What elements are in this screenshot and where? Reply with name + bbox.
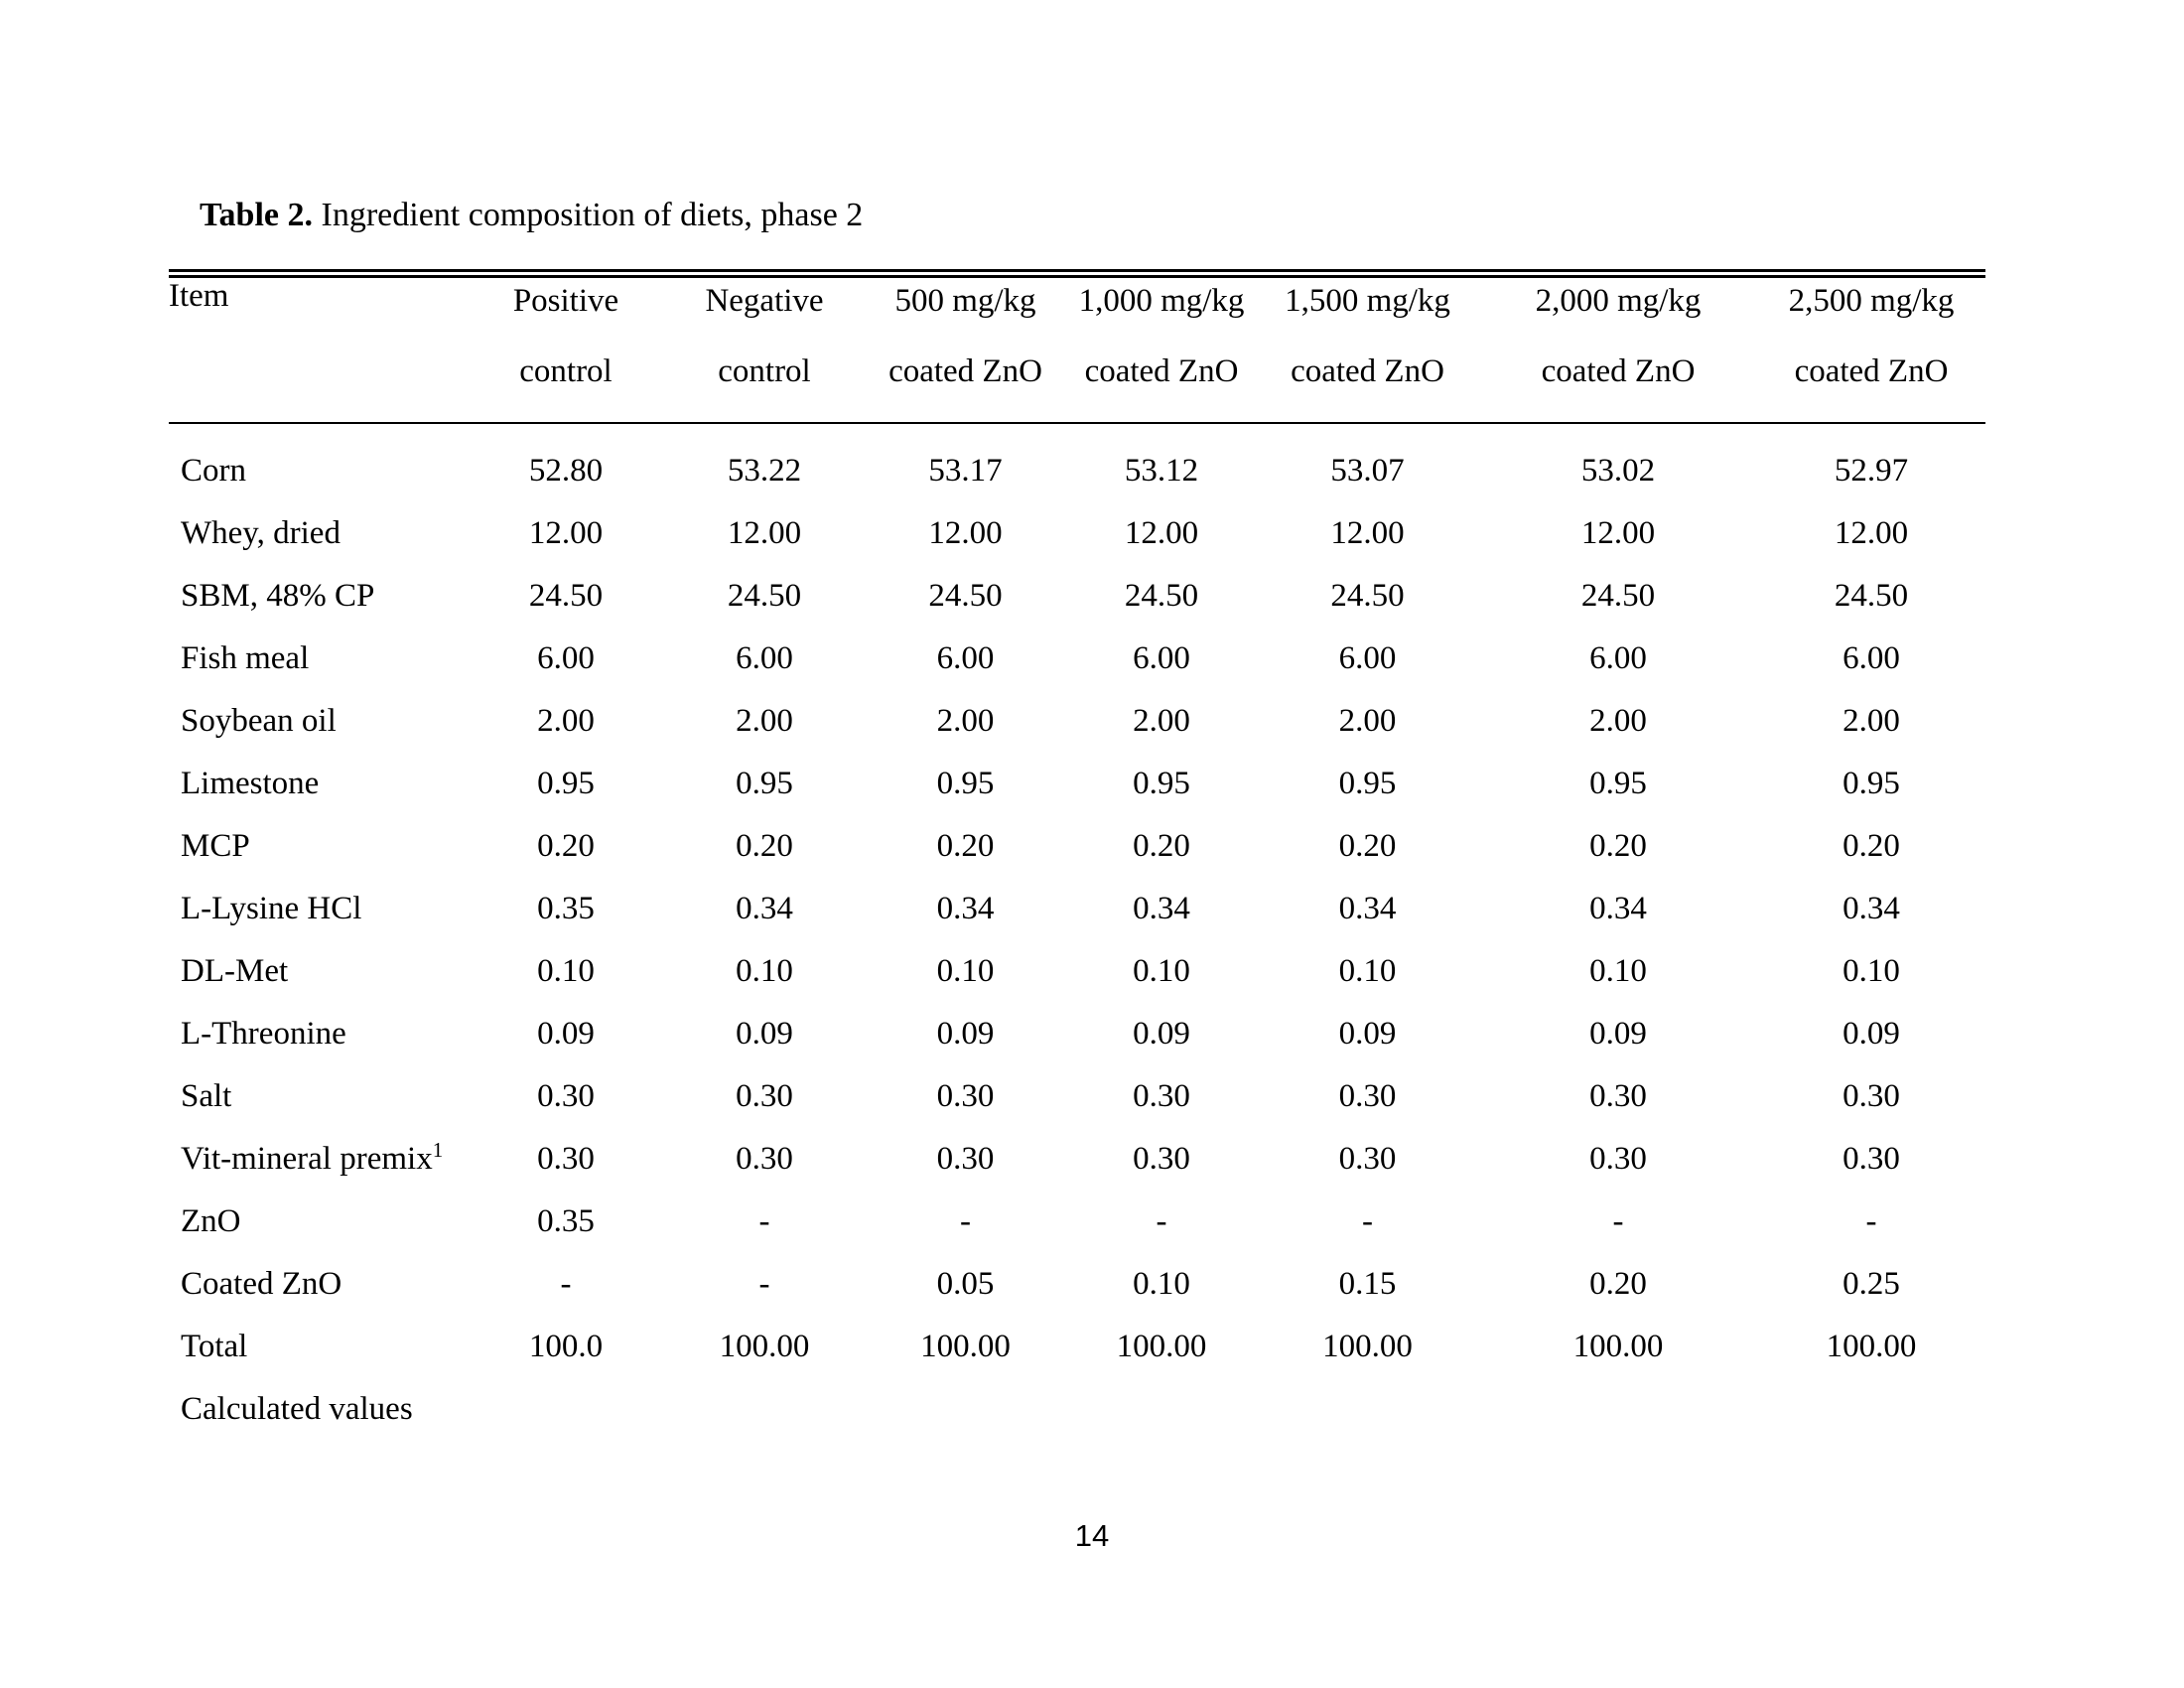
value-cell: 0.25: [1843, 1266, 1900, 1302]
value-cell: 100.00: [1116, 1329, 1207, 1364]
value-cell: 0.20: [1338, 828, 1397, 864]
value-cell: 2.00: [1338, 703, 1397, 739]
value-cell: 0.95: [1589, 766, 1647, 801]
value-cell: [665, 1378, 864, 1441]
value-cell: 0.30: [1843, 1141, 1900, 1177]
value-cell: -: [758, 1266, 770, 1302]
value-cell: 24.50: [1580, 578, 1656, 614]
row-label: SBM, 48% CP: [181, 578, 375, 614]
value-cell: 12.00: [1124, 515, 1199, 551]
value-cell: 0.09: [1589, 1016, 1647, 1052]
table-title-label: Table 2.: [200, 197, 314, 233]
treatment-column-header-text: 500 mg/kg coated ZnO: [888, 283, 1042, 389]
row-label: MCP: [181, 828, 250, 864]
value-cell: 2.00: [1589, 703, 1647, 739]
value-cell: 0.20: [1843, 828, 1900, 864]
value-cell: 24.50: [928, 578, 1003, 614]
row-label: DL-Met: [181, 953, 289, 989]
value-cell: -: [560, 1266, 572, 1302]
value-cell: 0.30: [1589, 1078, 1647, 1114]
value-cell: 2.00: [1843, 703, 1900, 739]
table-header-row: [169, 274, 1985, 424]
value-cell: 24.50: [1124, 578, 1199, 614]
value-cell: [1479, 1378, 1757, 1441]
table-row: [169, 815, 1985, 878]
table-row: [169, 1378, 1985, 1441]
value-cell: 2.00: [537, 703, 595, 739]
value-cell: 0.20: [936, 828, 995, 864]
treatment-column-header: [1256, 274, 1479, 424]
value-cell: [1067, 1378, 1256, 1441]
value-cell: 0.30: [1133, 1078, 1190, 1114]
value-cell: 0.34: [936, 891, 995, 926]
row-label: L-Lysine HCl: [181, 891, 362, 926]
value-cell: 6.00: [1843, 640, 1900, 676]
row-label: Total: [181, 1329, 248, 1364]
spacer-row: [169, 423, 1985, 440]
table-row: [169, 1128, 1985, 1191]
page-number: 14: [1074, 1518, 1110, 1553]
row-label: Salt: [181, 1078, 232, 1114]
value-cell: 0.20: [736, 828, 793, 864]
treatment-column-header-text: 2,000 mg/kg coated ZnO: [1535, 283, 1702, 389]
row-label: Soybean oil: [181, 703, 337, 739]
value-cell: 0.95: [1133, 766, 1190, 801]
value-cell: 0.95: [736, 766, 793, 801]
value-cell: 0.35: [537, 891, 595, 926]
value-cell: 6.00: [936, 640, 995, 676]
value-cell: 0.34: [1133, 891, 1190, 926]
treatment-column-header: [1067, 274, 1256, 424]
value-cell: 2.00: [936, 703, 995, 739]
value-cell: 12.00: [1580, 515, 1656, 551]
value-cell: 53.17: [928, 453, 1003, 489]
value-cell: 0.30: [1338, 1078, 1397, 1114]
row-label: Vit-mineral premix$^1$: [181, 1138, 444, 1177]
value-cell: 0.10: [936, 953, 995, 989]
value-cell: 0.34: [736, 891, 793, 926]
row-label: Fish meal: [181, 640, 310, 676]
row-label: ZnO: [181, 1203, 241, 1239]
value-cell: [864, 1378, 1067, 1441]
value-cell: 0.30: [537, 1141, 595, 1177]
value-cell: 0.20: [1589, 1266, 1647, 1302]
value-cell: 0.15: [1338, 1266, 1397, 1302]
value-cell: 0.30: [537, 1078, 595, 1114]
value-cell: 100.00: [719, 1329, 810, 1364]
value-cell: 0.30: [1589, 1141, 1647, 1177]
value-cell: 6.00: [1338, 640, 1397, 676]
value-cell: 0.10: [1589, 953, 1647, 989]
row-label: Limestone: [181, 766, 320, 801]
value-cell: 0.95: [1843, 766, 1900, 801]
row-label: L-Threonine: [181, 1016, 346, 1052]
table-row: [169, 1065, 1985, 1128]
treatment-column-header: [665, 274, 864, 424]
value-cell: 0.09: [936, 1016, 995, 1052]
value-cell: -: [1865, 1203, 1877, 1239]
value-cell: 0.95: [1338, 766, 1397, 801]
value-cell: [1757, 1378, 1985, 1441]
value-cell: 0.09: [1133, 1016, 1190, 1052]
value-cell: 0.30: [1133, 1141, 1190, 1177]
table-title-text: Ingredient composition of diets, phase 2: [313, 197, 864, 233]
value-cell: 0.20: [537, 828, 595, 864]
table-row: [169, 440, 1985, 502]
treatment-column-header-text: 2,500 mg/kg coated ZnO: [1788, 283, 1955, 389]
table-row: [169, 628, 1985, 690]
table-row: [169, 878, 1985, 940]
value-cell: 0.09: [1843, 1016, 1900, 1052]
value-cell: 24.50: [1330, 578, 1405, 614]
footnote-marker: 1: [432, 1138, 444, 1163]
value-cell: 24.50: [727, 578, 802, 614]
value-cell: 53.02: [1580, 453, 1656, 489]
value-cell: 0.10: [1133, 953, 1190, 989]
table-row: [169, 753, 1985, 815]
value-cell: 0.30: [736, 1141, 793, 1177]
value-cell: 100.00: [1322, 1329, 1413, 1364]
value-cell: 0.09: [537, 1016, 595, 1052]
value-cell: 100.00: [920, 1329, 1011, 1364]
row-label: Coated ZnO: [181, 1266, 342, 1302]
value-cell: 2.00: [1133, 703, 1190, 739]
value-cell: -: [1362, 1203, 1373, 1239]
treatment-column-header: [864, 274, 1067, 424]
value-cell: 6.00: [537, 640, 595, 676]
value-cell: 0.09: [736, 1016, 793, 1052]
row-label: Corn: [181, 453, 246, 489]
value-cell: 0.95: [537, 766, 595, 801]
value-cell: 0.30: [936, 1141, 995, 1177]
value-cell: [1256, 1378, 1479, 1441]
value-cell: 24.50: [528, 578, 604, 614]
table-row: [169, 690, 1985, 753]
value-cell: 0.20: [1589, 828, 1647, 864]
value-cell: 0.34: [1843, 891, 1900, 926]
ingredient-table: [169, 269, 1985, 1441]
treatment-column-header-text: Negative control: [705, 283, 824, 389]
table-title: [200, 197, 863, 234]
value-cell: -: [960, 1203, 971, 1239]
treatment-column-header: [467, 274, 665, 424]
value-cell: 53.22: [727, 453, 802, 489]
value-cell: 53.07: [1330, 453, 1405, 489]
value-cell: 52.80: [528, 453, 604, 489]
value-cell: 0.05: [936, 1266, 995, 1302]
value-cell: -: [1156, 1203, 1167, 1239]
value-cell: [467, 1378, 665, 1441]
treatment-column-header: [1757, 274, 1985, 424]
value-cell: 0.95: [936, 766, 995, 801]
value-cell: 6.00: [1589, 640, 1647, 676]
table-row: [169, 1316, 1985, 1378]
value-cell: 6.00: [1133, 640, 1190, 676]
treatment-column-header: [1479, 274, 1757, 424]
value-cell: 0.30: [1843, 1078, 1900, 1114]
value-cell: 0.30: [936, 1078, 995, 1114]
value-cell: 0.09: [1338, 1016, 1397, 1052]
value-cell: 12.00: [928, 515, 1003, 551]
table-row: [169, 1253, 1985, 1316]
value-cell: -: [1612, 1203, 1624, 1239]
value-cell: 2.00: [736, 703, 793, 739]
value-cell: 0.10: [1133, 1266, 1190, 1302]
value-cell: 12.00: [528, 515, 604, 551]
value-cell: 0.10: [1843, 953, 1900, 989]
row-label: Calculated values: [181, 1391, 413, 1427]
value-cell: 0.10: [537, 953, 595, 989]
value-cell: -: [758, 1203, 770, 1239]
value-cell: 100.00: [1826, 1329, 1917, 1364]
treatment-column-header-text: Positive control: [512, 283, 619, 389]
table-row: [169, 565, 1985, 628]
value-cell: 100.0: [528, 1329, 604, 1364]
item-column-header: Item: [169, 274, 467, 424]
value-cell: 0.20: [1133, 828, 1190, 864]
value-cell: 0.30: [736, 1078, 793, 1114]
value-cell: 12.00: [1834, 515, 1909, 551]
value-cell: 0.30: [1338, 1141, 1397, 1177]
table-row: [169, 1191, 1985, 1253]
value-cell: 0.10: [736, 953, 793, 989]
value-cell: 12.00: [1330, 515, 1405, 551]
value-cell: 24.50: [1834, 578, 1909, 614]
table-row: [169, 502, 1985, 565]
value-cell: 12.00: [727, 515, 802, 551]
value-cell: 0.34: [1338, 891, 1397, 926]
table-row: [169, 940, 1985, 1003]
treatment-column-header-text: 1,500 mg/kg coated ZnO: [1285, 283, 1450, 389]
treatment-column-header-text: 1,000 mg/kg coated ZnO: [1078, 283, 1245, 389]
value-cell: 52.97: [1834, 453, 1909, 489]
value-cell: 0.34: [1589, 891, 1647, 926]
value-cell: 53.12: [1124, 453, 1199, 489]
value-cell: 6.00: [736, 640, 793, 676]
value-cell: 0.35: [537, 1203, 595, 1239]
value-cell: 100.00: [1572, 1329, 1664, 1364]
table-row: [169, 1003, 1985, 1065]
value-cell: 0.10: [1338, 953, 1397, 989]
row-label: Whey, dried: [181, 515, 341, 551]
